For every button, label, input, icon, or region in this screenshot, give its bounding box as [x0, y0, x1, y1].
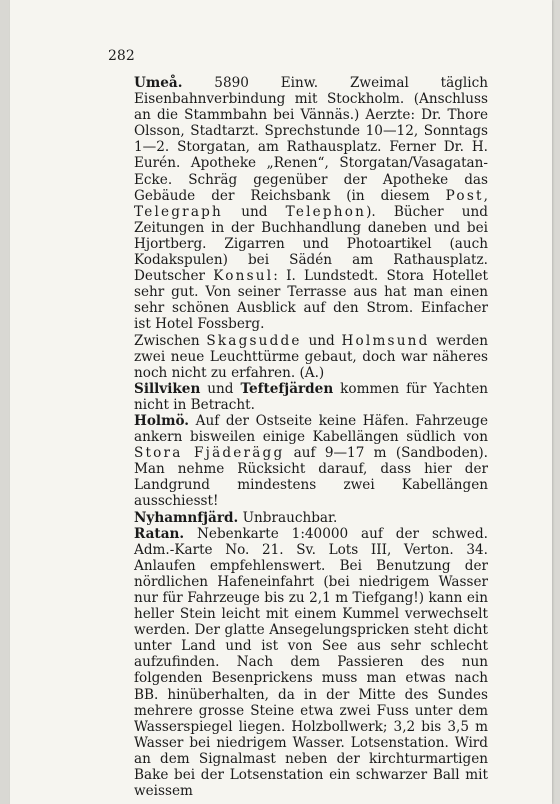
place-name: Holmö. [134, 412, 190, 429]
place-name: Ratan. [134, 525, 185, 542]
paragraph-nyhamnfjard [134, 510, 488, 526]
text-run: und [301, 332, 342, 349]
text-run: Nebenkarte 1:40000 auf der schwed. Adm.-Karte No. 21. Sv. Lots III, Verton. 34. Anlaufen empfehlenswert. Bei Benutzung der nördlichen Hafeneinfahrt (bei niedrigem Wasser nur für Fahrzeuge bis zu 2,1 m Tiefgang!) kann ein heller Stein leicht mit einem Kummel verwechselt werden. Der glatte Ansegelungspricken steht dicht unter Land und ist von See aus sehr schlecht aufzufinden. Nach dem Passieren des nun folgenden Besenprickens muss man etwas nach BB. hinüberhalten, da in der Mitte des Sundes mehrere grosse Steine etwa zwei Fuss unter dem Wasserspiegel liegen. Holzbollwerk; 3,2 bis 3,5 m Wasser bei niedrigem Wasser. Lotsenstation. Wird an dem Signalmast neben der kirchturmartigen Bake bei der Lotsenstation ein schwarzer Ball mit weissem [134, 525, 488, 800]
paragraph-ratan [134, 526, 488, 800]
place-name: Teftefjärden [240, 380, 334, 397]
paragraph-skagsudde [134, 333, 488, 381]
text-run: ). Bücher und Zeitungen in der Buchhandlung daneben und bei Hjortberg. Zigarren und Photoartikel (auch Kodakspulen) bei Sädén am Rathausplatz. Deutscher [134, 203, 488, 285]
spaced-term: Post [445, 187, 484, 204]
text-run: Auf der Ostseite keine Häfen. Fahrzeuge ankern bisweilen einige Kabellängen südlich von [134, 412, 488, 446]
paragraph-holmo [134, 413, 488, 510]
text-run: und [223, 203, 286, 220]
spaced-term: Stora Fjäderägg [134, 445, 285, 462]
page-number: 282 [108, 48, 135, 64]
text-run: kommen für Yachten nicht in Betracht. [134, 380, 489, 413]
spaced-term: Holmsund [341, 332, 430, 349]
text-run: 5890 Einw. Zweimal täglich Eisenbahnverbindung mit Stockholm. (Anschluss an die Stammbahn bei Vännäs.) Aerzte: Dr. Thore Olsson, Stadtarzt. Sprechstunde 10—12, Sonntags 1—2. Storgatan, am Rathausplatz. Ferner Dr. H. Eurén. Apotheke „Renen“, Storgatan/Vasagatan-Ecke. Schräg gegenüber der Apotheke das Gebäude der Reichsbank (in diesem [134, 75, 488, 204]
body-text [134, 75, 488, 799]
text-run: Zwischen [134, 332, 207, 349]
spaced-term: Telegraph [134, 203, 224, 220]
text-run: : I. Lundstedt. Stora Hotellet sehr gut. Von seiner Terrasse aus hat man einen sehr schönen Ausblick auf den Strom. Einfacher ist Hotel Fossberg. [134, 268, 488, 333]
place-name: Sillviken [134, 380, 201, 397]
text-run: Unbrauchbar. [238, 509, 338, 526]
text-run: werden zwei neue Leuchttürme gebaut, doch war näheres noch nicht zu erfahren. (A.) [134, 332, 488, 381]
paragraph-umea [134, 75, 488, 333]
text-run: und [200, 380, 241, 397]
paragraph-sillviken [134, 381, 488, 413]
text-run: , [483, 187, 488, 204]
book-page [10, 0, 552, 804]
place-name: Umeå. [134, 75, 183, 91]
text-run: auf 9—17 m (Sandboden). Man nehme Rücksicht darauf, dass hier der Landgrund mindestens zwei Kabellängen ausschiesst! [134, 445, 489, 510]
spaced-term: Konsul [213, 268, 274, 285]
spaced-term: Skagsudde [206, 332, 302, 349]
place-name: Nyhamnfjärd. [134, 509, 239, 526]
spaced-term: Telephon [285, 203, 367, 220]
